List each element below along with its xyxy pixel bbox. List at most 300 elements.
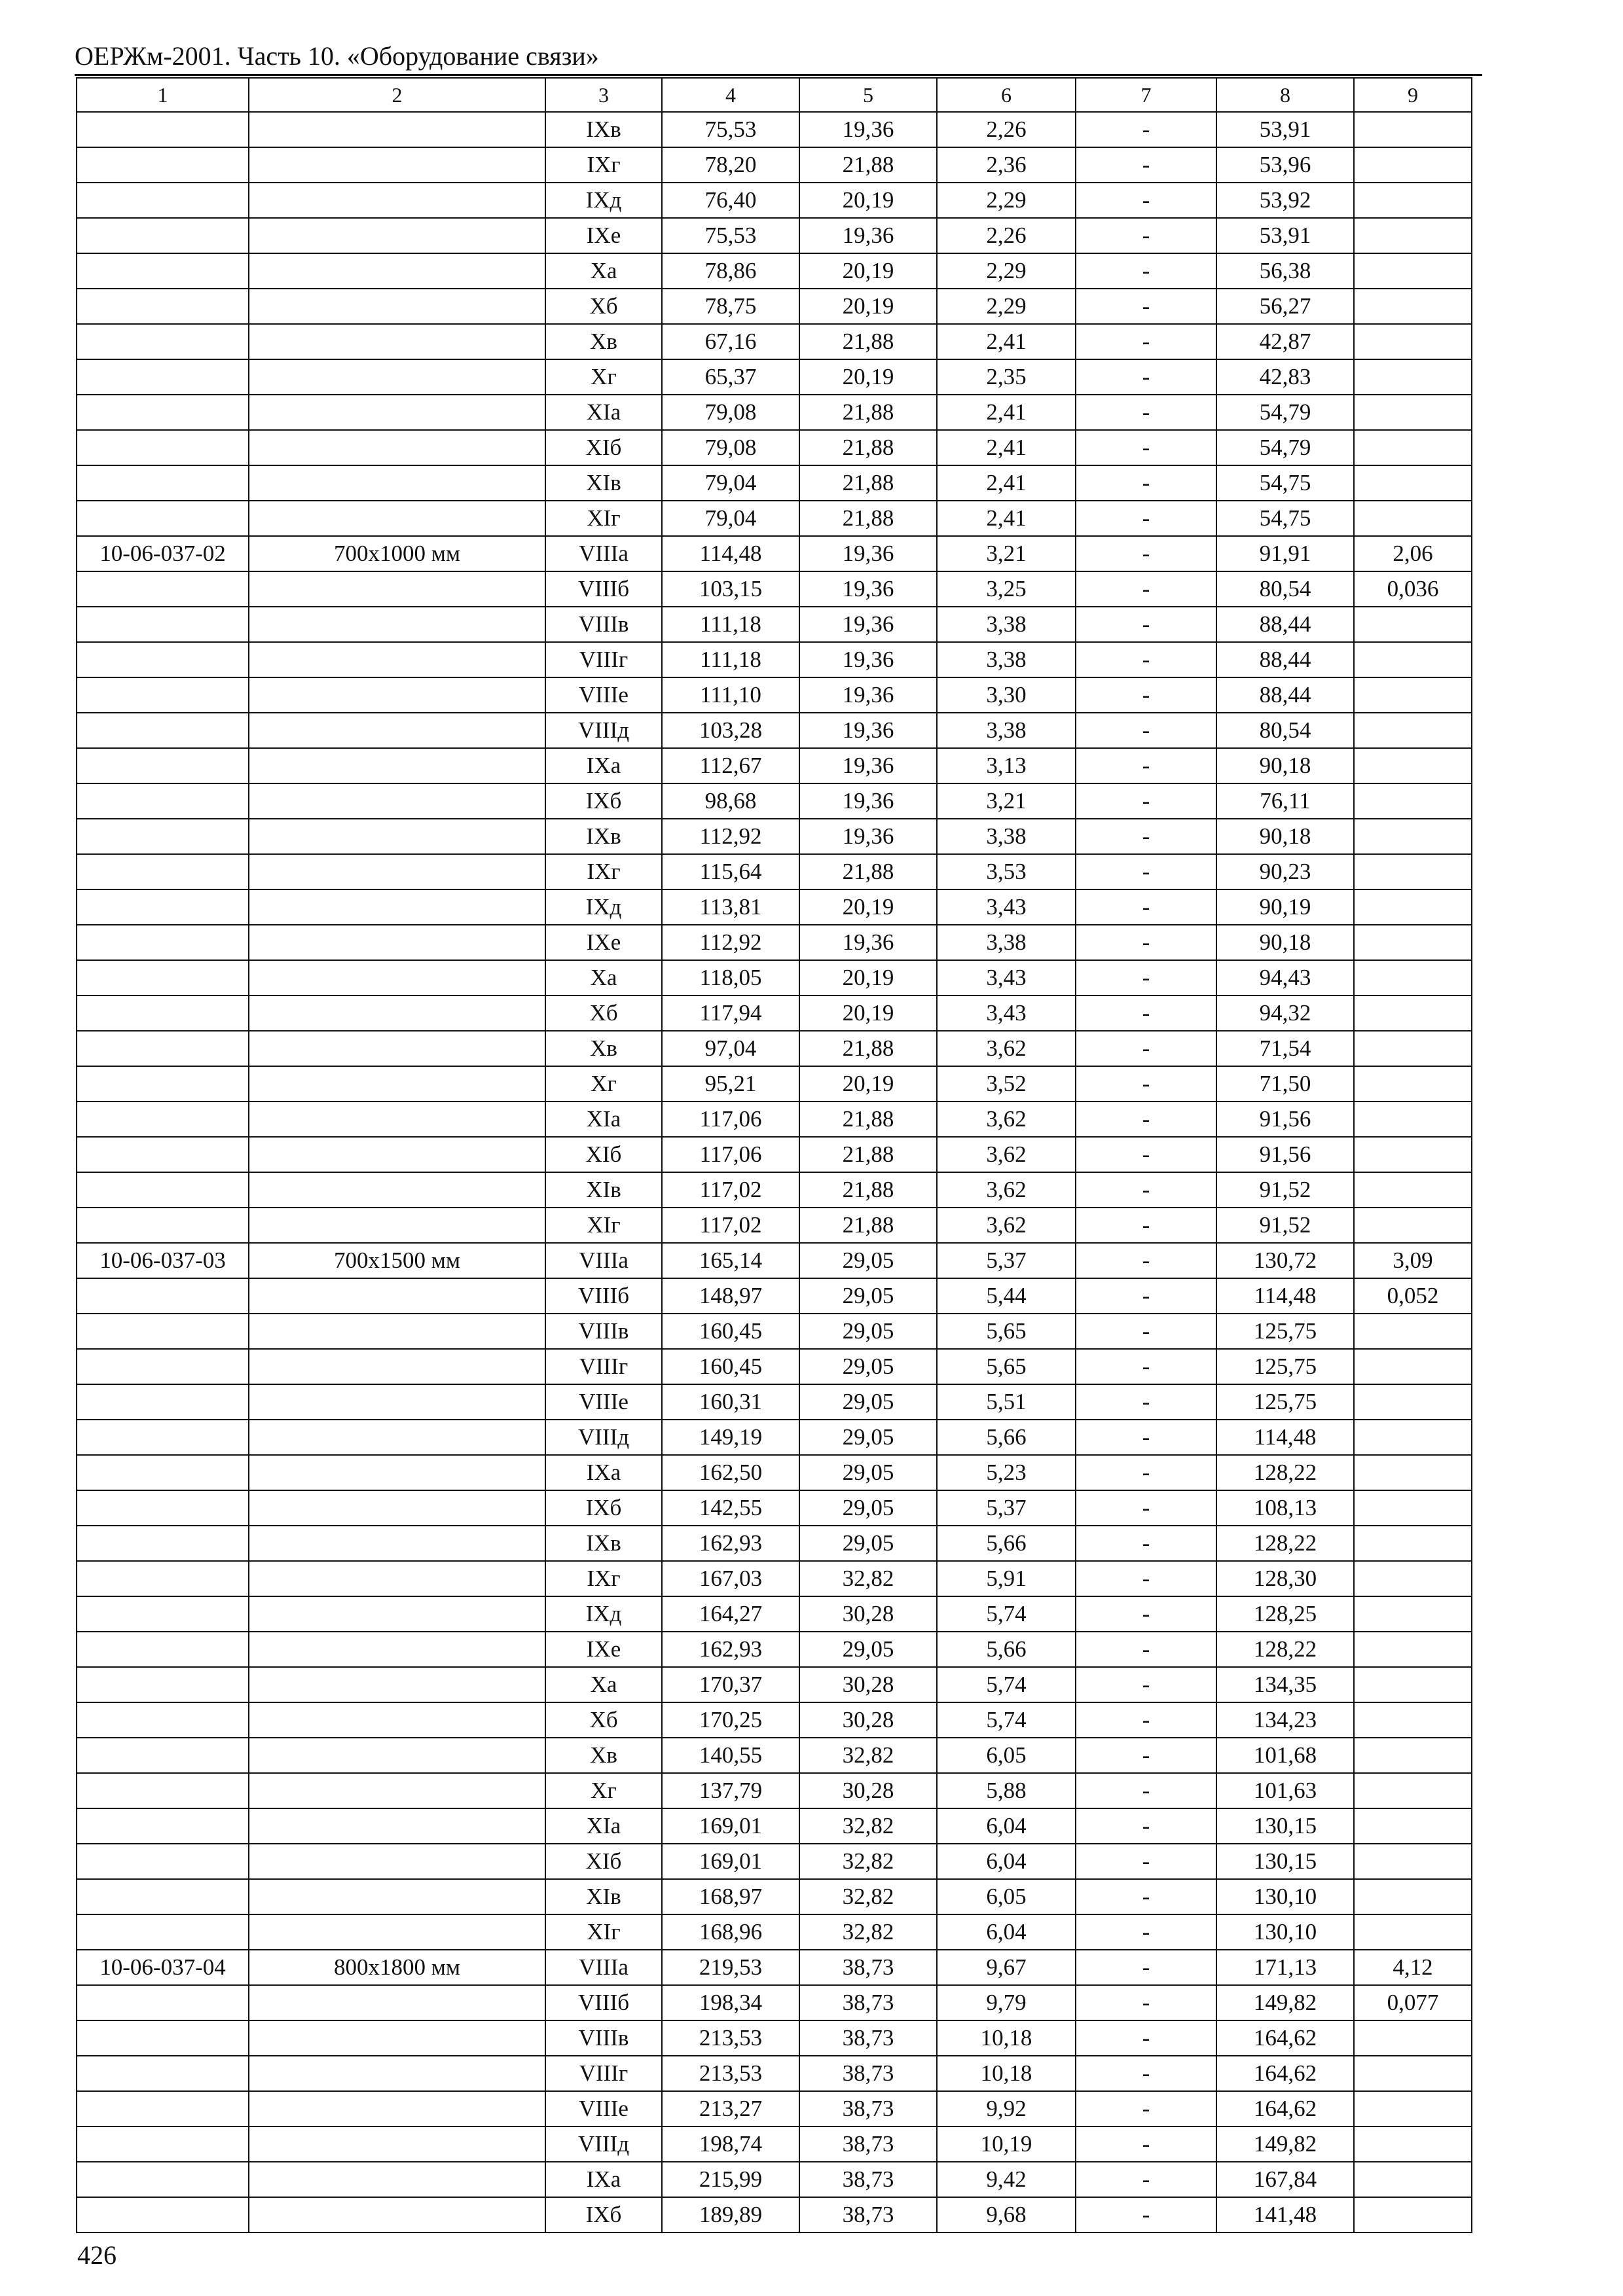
value-cell-col6: 2,26 [937,218,1076,253]
value-cell-col6: 10,18 [937,2020,1076,2056]
value-cell-col6: 5,23 [937,1455,1076,1490]
value-cell-col4: 168,96 [662,1914,799,1950]
value-cell-col3: IXг [545,854,662,889]
table-row [77,1172,1472,1208]
value-cell-col3: Xб [545,1702,662,1738]
size-cell [249,1561,545,1596]
col9-cell: 3,09 [1354,1243,1472,1278]
size-cell [249,1844,545,1879]
page-number: 426 [77,2240,117,2270]
value-cell-col7: - [1076,748,1216,783]
value-cell-col8: 125,75 [1216,1314,1354,1349]
table-row [77,677,1472,713]
value-cell-col4: 114,48 [662,536,799,571]
value-cell-col3: XIг [545,1914,662,1950]
code-cell [77,359,249,395]
value-cell-col5: 19,36 [799,713,937,748]
col9-cell: 0,052 [1354,1278,1472,1314]
value-cell-col8: 130,15 [1216,1808,1354,1844]
value-cell-col7: - [1076,1526,1216,1561]
value-cell-col6: 5,66 [937,1526,1076,1561]
value-cell-col4: 213,53 [662,2020,799,2056]
size-cell [249,748,545,783]
value-cell-col8: 88,44 [1216,642,1354,677]
table-row [77,112,1472,147]
code-cell [77,1066,249,1102]
value-cell-col7: - [1076,1808,1216,1844]
value-cell-col4: 111,10 [662,677,799,713]
value-cell-col4: 215,99 [662,2162,799,2197]
col9-cell [1354,607,1472,642]
value-cell-col7: - [1076,147,1216,183]
value-cell-col8: 164,62 [1216,2091,1354,2126]
table-row [77,1278,1472,1314]
value-cell-col6: 5,66 [937,1420,1076,1455]
value-cell-col4: 97,04 [662,1031,799,1066]
value-cell-col7: - [1076,2197,1216,2233]
col9-cell [1354,218,1472,253]
value-cell-col3: IXб [545,2197,662,2233]
value-cell-col5: 19,36 [799,607,937,642]
value-cell-col8: 53,92 [1216,183,1354,218]
value-cell-col8: 91,52 [1216,1172,1354,1208]
value-cell-col5: 30,28 [799,1667,937,1702]
code-cell [77,2056,249,2091]
value-cell-col3: VIIIг [545,642,662,677]
table-row [77,218,1472,253]
value-cell-col7: - [1076,1172,1216,1208]
code-cell [77,2126,249,2162]
value-cell-col6: 5,66 [937,1632,1076,1667]
value-cell-col5: 20,19 [799,183,937,218]
value-cell-col5: 30,28 [799,1702,937,1738]
value-cell-col5: 19,36 [799,642,937,677]
value-cell-col8: 76,11 [1216,783,1354,819]
value-cell-col4: 95,21 [662,1066,799,1102]
value-cell-col5: 29,05 [799,1243,937,1278]
code-cell [77,960,249,996]
value-cell-col8: 171,13 [1216,1950,1354,1985]
code-cell [77,1914,249,1950]
value-cell-col7: - [1076,2056,1216,2091]
value-cell-col6: 3,62 [937,1102,1076,1137]
value-cell-col8: 90,18 [1216,748,1354,783]
value-cell-col7: - [1076,112,1216,147]
size-cell [249,889,545,925]
code-cell [77,395,249,430]
value-cell-col6: 2,41 [937,395,1076,430]
table-row [77,2126,1472,2162]
col9-cell [1354,1632,1472,1667]
norms-table [76,77,1472,2233]
value-cell-col4: 112,67 [662,748,799,783]
col9-cell [1354,1490,1472,1526]
value-cell-col7: - [1076,1278,1216,1314]
size-cell [249,2091,545,2126]
value-cell-col3: IXд [545,1596,662,1632]
value-cell-col6: 2,36 [937,147,1076,183]
col9-cell [1354,677,1472,713]
value-cell-col5: 19,36 [799,748,937,783]
value-cell-col4: 213,27 [662,2091,799,2126]
value-cell-col7: - [1076,1243,1216,1278]
code-cell [77,1985,249,2020]
value-cell-col6: 2,29 [937,183,1076,218]
col9-cell [1354,1420,1472,1455]
value-cell-col3: IXа [545,748,662,783]
size-cell [249,1526,545,1561]
value-cell-col5: 21,88 [799,395,937,430]
value-cell-col4: 140,55 [662,1738,799,1773]
size-cell [249,819,545,854]
value-cell-col3: XIб [545,430,662,465]
value-cell-col6: 5,44 [937,1278,1076,1314]
code-cell [77,1349,249,1384]
value-cell-col6: 5,37 [937,1243,1076,1278]
value-cell-col6: 3,62 [937,1031,1076,1066]
table-row [77,289,1472,324]
value-cell-col6: 6,04 [937,1914,1076,1950]
value-cell-col5: 21,88 [799,1031,937,1066]
code-cell [77,925,249,960]
col9-cell [1354,960,1472,996]
value-cell-col7: - [1076,218,1216,253]
table-row [77,324,1472,359]
code-cell [77,1844,249,1879]
value-cell-col8: 94,43 [1216,960,1354,996]
value-cell-col8: 164,62 [1216,2056,1354,2091]
value-cell-col7: - [1076,677,1216,713]
table-row [77,2091,1472,2126]
size-cell [249,1667,545,1702]
size-cell [249,465,545,501]
value-cell-col4: 76,40 [662,183,799,218]
value-cell-col4: 162,93 [662,1526,799,1561]
value-cell-col4: 67,16 [662,324,799,359]
size-cell [249,1278,545,1314]
value-cell-col5: 19,36 [799,925,937,960]
value-cell-col6: 3,43 [937,889,1076,925]
value-cell-col3: VIIIд [545,2126,662,2162]
value-cell-col3: VIIIг [545,2056,662,2091]
value-cell-col5: 38,73 [799,2091,937,2126]
value-cell-col4: 160,31 [662,1384,799,1420]
table-row [77,1773,1472,1808]
value-cell-col3: VIIIа [545,1950,662,1985]
value-cell-col7: - [1076,183,1216,218]
value-cell-col7: - [1076,2162,1216,2197]
col9-cell [1354,324,1472,359]
value-cell-col6: 2,29 [937,253,1076,289]
size-cell [249,854,545,889]
value-cell-col7: - [1076,289,1216,324]
table-row [77,1561,1472,1596]
value-cell-col4: 198,34 [662,1985,799,2020]
value-cell-col8: 42,83 [1216,359,1354,395]
value-cell-col5: 20,19 [799,889,937,925]
column-header: 1 [77,78,249,112]
table-row [77,1102,1472,1137]
value-cell-col7: - [1076,1384,1216,1420]
code-cell: 10-06-037-03 [77,1243,249,1278]
code-cell [77,430,249,465]
value-cell-col8: 130,15 [1216,1844,1354,1879]
col9-cell [1354,395,1472,430]
value-cell-col7: - [1076,1349,1216,1384]
column-number-row [77,78,1472,112]
code-cell [77,889,249,925]
col9-cell [1354,1773,1472,1808]
value-cell-col8: 71,50 [1216,1066,1354,1102]
code-cell [77,289,249,324]
value-cell-col5: 38,73 [799,2126,937,2162]
value-cell-col7: - [1076,1844,1216,1879]
value-cell-col5: 32,82 [799,1808,937,1844]
value-cell-col8: 42,87 [1216,324,1354,359]
value-cell-col8: 101,63 [1216,1773,1354,1808]
value-cell-col8: 53,91 [1216,112,1354,147]
value-cell-col5: 21,88 [799,1208,937,1243]
value-cell-col3: Xв [545,1738,662,1773]
value-cell-col3: VIIIе [545,2091,662,2126]
value-cell-col4: 103,28 [662,713,799,748]
table-row [77,395,1472,430]
code-cell [77,1137,249,1172]
col9-cell [1354,147,1472,183]
size-cell [249,1314,545,1349]
col9-cell [1354,1879,1472,1914]
value-cell-col4: 219,53 [662,1950,799,1985]
code-cell [77,854,249,889]
value-cell-col6: 5,88 [937,1773,1076,1808]
size-cell [249,1137,545,1172]
value-cell-col6: 6,04 [937,1844,1076,1879]
value-cell-col8: 71,54 [1216,1031,1354,1066]
col9-cell [1354,1808,1472,1844]
size-cell [249,571,545,607]
value-cell-col3: VIIIд [545,1420,662,1455]
value-cell-col4: 213,53 [662,2056,799,2091]
value-cell-col8: 134,23 [1216,1702,1354,1738]
col9-cell [1354,501,1472,536]
value-cell-col7: - [1076,1702,1216,1738]
column-header: 3 [545,78,662,112]
value-cell-col6: 2,41 [937,324,1076,359]
value-cell-col6: 9,42 [937,2162,1076,2197]
value-cell-col6: 3,38 [937,642,1076,677]
value-cell-col5: 21,88 [799,501,937,536]
value-cell-col3: Xг [545,1066,662,1102]
value-cell-col8: 108,13 [1216,1490,1354,1526]
value-cell-col3: IXб [545,1490,662,1526]
value-cell-col6: 9,79 [937,1985,1076,2020]
code-cell [77,324,249,359]
table-row [77,2162,1472,2197]
value-cell-col8: 88,44 [1216,677,1354,713]
value-cell-col7: - [1076,2020,1216,2056]
size-cell [249,1914,545,1950]
col9-cell [1354,2197,1472,2233]
table-row [77,783,1472,819]
value-cell-col8: 130,72 [1216,1243,1354,1278]
value-cell-col6: 10,19 [937,2126,1076,2162]
value-cell-col8: 128,22 [1216,1455,1354,1490]
size-cell [249,1738,545,1773]
value-cell-col4: 113,81 [662,889,799,925]
value-cell-col3: XIа [545,1808,662,1844]
size-cell [249,677,545,713]
col9-cell [1354,1561,1472,1596]
value-cell-col8: 54,79 [1216,395,1354,430]
table-row [77,1667,1472,1702]
value-cell-col6: 5,74 [937,1596,1076,1632]
code-cell [77,253,249,289]
value-cell-col3: IXд [545,889,662,925]
value-cell-col7: - [1076,1031,1216,1066]
value-cell-col5: 38,73 [799,2056,937,2091]
value-cell-col4: 78,86 [662,253,799,289]
table-row [77,2020,1472,2056]
size-cell [249,1066,545,1102]
size-cell [249,1773,545,1808]
value-cell-col4: 167,03 [662,1561,799,1596]
value-cell-col8: 134,35 [1216,1667,1354,1702]
value-cell-col4: 198,74 [662,2126,799,2162]
value-cell-col8: 128,22 [1216,1632,1354,1667]
value-cell-col5: 38,73 [799,2020,937,2056]
size-cell [249,2197,545,2233]
value-cell-col4: 115,64 [662,854,799,889]
value-cell-col6: 5,91 [937,1561,1076,1596]
value-cell-col7: - [1076,1561,1216,1596]
value-cell-col7: - [1076,1314,1216,1349]
value-cell-col3: VIIIг [545,1349,662,1384]
code-cell [77,2091,249,2126]
code-cell [77,1384,249,1420]
value-cell-col7: - [1076,1738,1216,1773]
size-cell [249,112,545,147]
size-cell [249,1490,545,1526]
value-cell-col6: 9,92 [937,2091,1076,2126]
value-cell-col7: - [1076,1879,1216,1914]
value-cell-col8: 90,18 [1216,925,1354,960]
col9-cell [1354,2056,1472,2091]
value-cell-col7: - [1076,359,1216,395]
value-cell-col6: 6,05 [937,1738,1076,1773]
value-cell-col5: 32,82 [799,1879,937,1914]
value-cell-col3: VIIIв [545,607,662,642]
value-cell-col7: - [1076,1102,1216,1137]
table-row [77,571,1472,607]
value-cell-col7: - [1076,1985,1216,2020]
size-cell [249,1879,545,1914]
table-row [77,501,1472,536]
value-cell-col5: 19,36 [799,112,937,147]
value-cell-col3: XIв [545,465,662,501]
table-row [77,925,1472,960]
value-cell-col8: 90,23 [1216,854,1354,889]
col9-cell [1354,1596,1472,1632]
col9-cell [1354,642,1472,677]
code-cell [77,1596,249,1632]
value-cell-col7: - [1076,713,1216,748]
value-cell-col4: 79,08 [662,395,799,430]
value-cell-col4: 137,79 [662,1773,799,1808]
size-cell [249,960,545,996]
code-cell [77,607,249,642]
col9-cell [1354,1914,1472,1950]
value-cell-col3: IXе [545,1632,662,1667]
value-cell-col7: - [1076,430,1216,465]
size-cell [249,2020,545,2056]
value-cell-col5: 20,19 [799,1066,937,1102]
value-cell-col8: 149,82 [1216,2126,1354,2162]
col9-cell [1354,854,1472,889]
value-cell-col5: 32,82 [799,1914,937,1950]
table-row [77,183,1472,218]
col9-cell [1354,2020,1472,2056]
value-cell-col3: VIIIа [545,1243,662,1278]
value-cell-col8: 114,48 [1216,1278,1354,1314]
value-cell-col6: 3,62 [937,1137,1076,1172]
col9-cell [1354,1384,1472,1420]
size-cell [249,2056,545,2091]
value-cell-col7: - [1076,2091,1216,2126]
value-cell-col6: 3,38 [937,713,1076,748]
value-cell-col7: - [1076,1632,1216,1667]
value-cell-col5: 21,88 [799,1102,937,1137]
code-cell [77,1490,249,1526]
value-cell-col4: 170,25 [662,1702,799,1738]
value-cell-col5: 29,05 [799,1490,937,1526]
table-body [77,112,1472,2233]
value-cell-col3: Xа [545,960,662,996]
value-cell-col7: - [1076,996,1216,1031]
col9-cell [1354,1031,1472,1066]
value-cell-col8: 141,48 [1216,2197,1354,2233]
value-cell-col4: 160,45 [662,1314,799,1349]
value-cell-col5: 21,88 [799,1172,937,1208]
code-cell [77,2162,249,2197]
code-cell [77,1031,249,1066]
value-cell-col3: IXг [545,1561,662,1596]
value-cell-col6: 3,62 [937,1172,1076,1208]
col9-cell: 4,12 [1354,1950,1472,1985]
col9-cell [1354,2091,1472,2126]
value-cell-col7: - [1076,783,1216,819]
value-cell-col4: 160,45 [662,1349,799,1384]
table-row [77,536,1472,571]
table-row [77,1031,1472,1066]
column-header: 7 [1076,78,1216,112]
value-cell-col4: 75,53 [662,112,799,147]
value-cell-col6: 3,38 [937,925,1076,960]
value-cell-col3: XIб [545,1137,662,1172]
col9-cell [1354,1844,1472,1879]
column-header: 8 [1216,78,1354,112]
code-cell [77,1526,249,1561]
value-cell-col7: - [1076,1420,1216,1455]
size-cell [249,430,545,465]
value-cell-col6: 2,26 [937,112,1076,147]
size-cell [249,183,545,218]
value-cell-col5: 29,05 [799,1455,937,1490]
value-cell-col3: Xб [545,996,662,1031]
value-cell-col3: Xг [545,359,662,395]
value-cell-col5: 38,73 [799,1950,937,1985]
col9-cell [1354,889,1472,925]
value-cell-col3: IXв [545,819,662,854]
